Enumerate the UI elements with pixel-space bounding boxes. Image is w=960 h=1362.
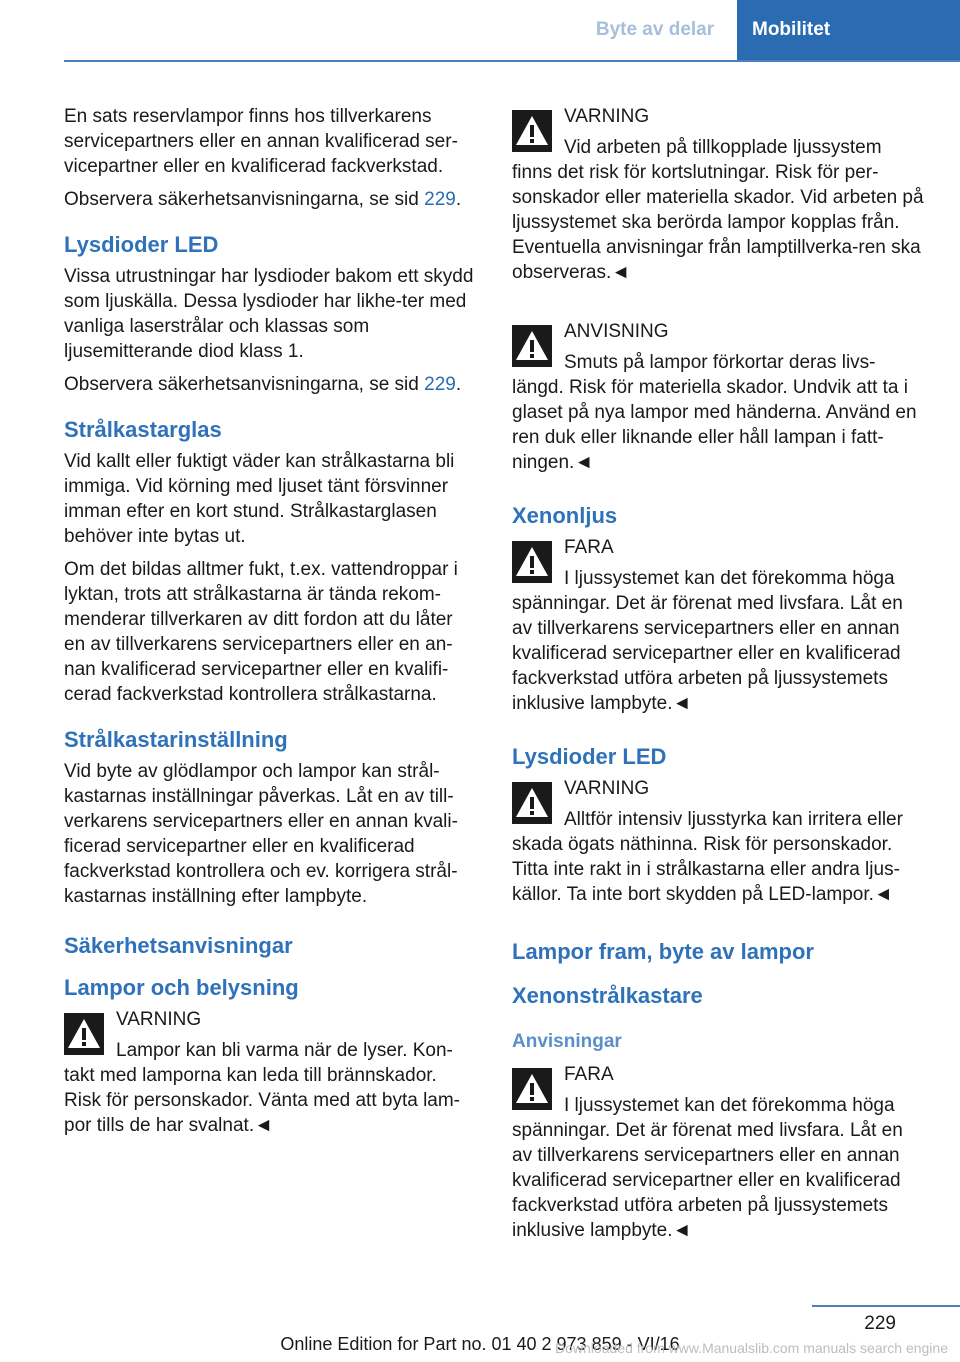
section-heading: Lampor och belysning — [64, 975, 299, 1000]
warning-box — [512, 776, 926, 907]
section-heading: Strålkastarinställning — [64, 727, 288, 752]
danger-title: FARA — [564, 537, 614, 558]
left-column — [64, 104, 478, 1146]
warning-box — [512, 104, 926, 285]
tab-mobilitet[interactable]: Mobilitet — [737, 0, 960, 60]
warning-title: VARNING — [116, 1009, 202, 1030]
danger-title: FARA — [564, 1064, 614, 1085]
paragraph: Observera säkerhetsanvisningarna, se sid 229. — [64, 374, 462, 395]
page-number: 229 — [864, 1313, 896, 1334]
header-bar — [0, 0, 960, 62]
paragraph: Observera säkerhetsanvisningarna, se sid 229. — [64, 189, 462, 210]
warning-text: Lampor kan bli varma när de lyser. Kon-takt med lamporna kan leda till brännskador. Risk för personskador. Vänta med att byta lam-por tills de har svalnat.◄ — [64, 1040, 461, 1136]
notice-text: Smuts på lampor förkortar deras livs-längd. Risk för materiella skador. Undvik att ta i glaset på nya lampor med händerna. Använd en ren duk eller liknande eller håll lampan i fatt-ningen.◄ — [512, 352, 917, 473]
watermark: Downloaded from www.Manualslib.com manuals search engine — [555, 1340, 948, 1356]
warning-triangle-icon — [512, 782, 552, 824]
section-heading: Xenonljus — [512, 503, 618, 528]
section-heading: Lysdioder LED — [64, 232, 219, 257]
chapter-heading: Lampor fram, byte av lampor — [512, 939, 814, 964]
danger-triangle-icon — [512, 541, 552, 583]
danger-box — [512, 535, 926, 716]
warning-box — [64, 1007, 478, 1138]
paragraph: Vid byte av glödlampor och lampor kan strål-kastarnas inställningar påverkas. Låt en av till-verkarens servicepartners eller en annan kvali-ficerad servicepartner eller en kvalificerad fackverkstad kontrollera och ev. korrigera strål-kastarnas inställning efter lampbyte. — [64, 761, 458, 907]
footer-edition: Online Edition for Part no. 01 40 2 973 859 - VI/16 — [280, 1334, 680, 1354]
notice-title: ANVISNING — [564, 321, 669, 342]
page-link[interactable]: 229 — [424, 189, 456, 210]
paragraph: Om det bildas alltmer fukt, t.ex. vattendroppar i lyktan, trots att strålkastarna är tända rekom-menderar tillverkaren av ditt fordon att du låter en av tillverkarens servicepartners eller en an-nan kvalificerad servicepartner eller en kvalifi-cerad fackverkstad kontrollera strålkastarna. — [64, 559, 458, 705]
paragraph: En sats reservlampor finns hos tillverkarens servicepartners eller en annan kvalificerad ser-vicepartner eller en kvalificerad fackverkstad. — [64, 106, 458, 177]
warning-title: VARNING — [564, 106, 650, 127]
warning-text: Vid arbeten på tillkopplade ljussystem finns det risk för kortslutningar. Risk för per-sonskador eller materiella skador. Vid arbeten på ljussystemet ska berörda lampor kopplas från. Eventuella anvisningar från lamptillverka-ren ska observeras.◄ — [512, 137, 924, 283]
tab-byte-av-delar[interactable]: Byte av delar — [595, 19, 715, 40]
danger-text: I ljussystemet kan det förekomma höga spänningar. Det är förenat med livsfara. Låt en av tillverkarens servicepartners eller en annan kvalificerad servicepartner eller en kvalificerad fackverkstad utföra arbeten på ljussystemets inklusive lampbyte.◄ — [512, 1095, 903, 1241]
warning-title: VARNING — [564, 778, 650, 799]
warning-triangle-icon — [512, 110, 552, 152]
page-number-rule — [812, 1305, 960, 1307]
chapter-heading: Säkerhetsanvisningar — [64, 933, 293, 958]
danger-triangle-icon — [512, 1068, 552, 1110]
paragraph: Vid kallt eller fuktigt väder kan strålkastarna bli immiga. Vid körning med ljuset tänt försvinner imman efter en kort stund. Strålkastarglasen behöver inte bytas ut. — [64, 451, 455, 547]
header-rule — [64, 60, 960, 62]
notice-box — [512, 319, 926, 475]
section-heading: Xenonstrålkastare — [512, 983, 703, 1008]
paragraph: Vissa utrustningar har lysdioder bakom ett skydd som ljuskälla. Dessa lysdioder har likhe-ter med vanliga laserstrålar och klassas som ljusemitterande diod klass 1. — [64, 266, 474, 362]
page-link[interactable]: 229 — [424, 374, 456, 395]
notice-triangle-icon — [512, 325, 552, 367]
warning-text: Alltför intensiv ljusstyrka kan irritera eller skada ögats näthinna. Risk för personskador. Titta inte rakt in i strålkastarna eller andra ljus-källor. Ta inte bort skydden på LED-lampor.◄ — [512, 809, 903, 905]
warning-triangle-icon — [64, 1013, 104, 1055]
danger-box — [512, 1062, 926, 1243]
section-heading: Lysdioder LED — [512, 744, 667, 769]
subsection-heading: Anvisningar — [512, 1031, 622, 1052]
section-heading: Strålkastarglas — [64, 417, 222, 442]
right-column — [512, 104, 926, 1251]
danger-text: I ljussystemet kan det förekomma höga spänningar. Det är förenat med livsfara. Låt en av tillverkarens servicepartners eller en annan kvalificerad servicepartner eller en kvalificerad fackverkstad utföra arbeten på ljussystemets inklusive lampbyte.◄ — [512, 568, 903, 714]
